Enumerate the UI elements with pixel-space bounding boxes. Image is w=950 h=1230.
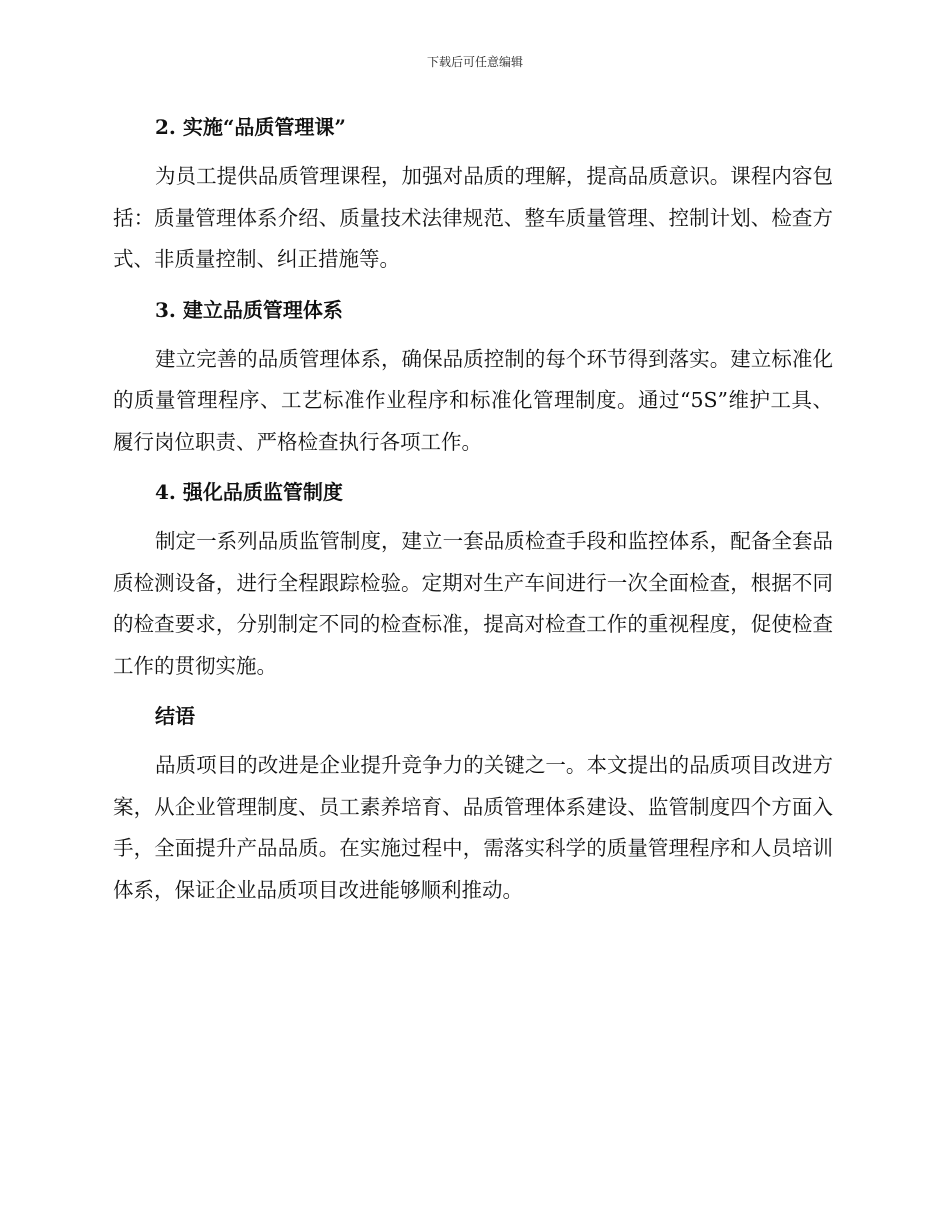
page-header: 下载后可任意编辑 bbox=[426, 55, 523, 69]
section-heading-conclusion: 结语 bbox=[155, 704, 195, 728]
section-paragraph-supervision: 制定一系列品质监管制度，建立一套品质检查手段和监控体系，配备全套品质检测设备，进行全程跟踪检验。定期对生产车间进行一次全面检查，根据不同的检查要求，分别制定不同的检查标准，提高对检查工作的重视程度，促使检查工作的贯彻实施。 bbox=[113, 529, 833, 678]
section-paragraph-conclusion: 品质项目的改进是企业提升竞争力的关键之一。本文提出的品质项目改进方案，从企业管理制度、员工素养培育、品质管理体系建设、监管制度四个方面入手，全面提升产品品质。在实施过程中，需落实科学的质量管理程序和人员培训体系，保证企业品质项目改进能够顺利推动。 bbox=[113, 753, 833, 902]
section-heading-quality-system: 3. 建立品质管理体系 bbox=[155, 297, 343, 322]
document-body bbox=[113, 112, 833, 911]
section-paragraph-implement-course: 为员工提供品质管理课程，加强对品质的理解，提高品质意识。课程内容包括：质量管理体系介绍、质量技术法律规范、整车质量管理、控制计划、检查方式、非质量控制、纠正措施等。 bbox=[113, 164, 833, 271]
section-heading-implement-course: 2. 实施“品质管理课” bbox=[155, 115, 346, 139]
section-heading-supervision: 4. 强化品质监管制度 bbox=[155, 480, 343, 504]
section-paragraph-quality-system: 建立完善的品质管理体系，确保品质控制的每个环节得到落实。建立标准化的质量管理程序、工艺标准作业程序和标准化管理制度。通过“5S”维护工具、履行岗位职责、严格检查执行各项工作。 bbox=[113, 346, 833, 454]
